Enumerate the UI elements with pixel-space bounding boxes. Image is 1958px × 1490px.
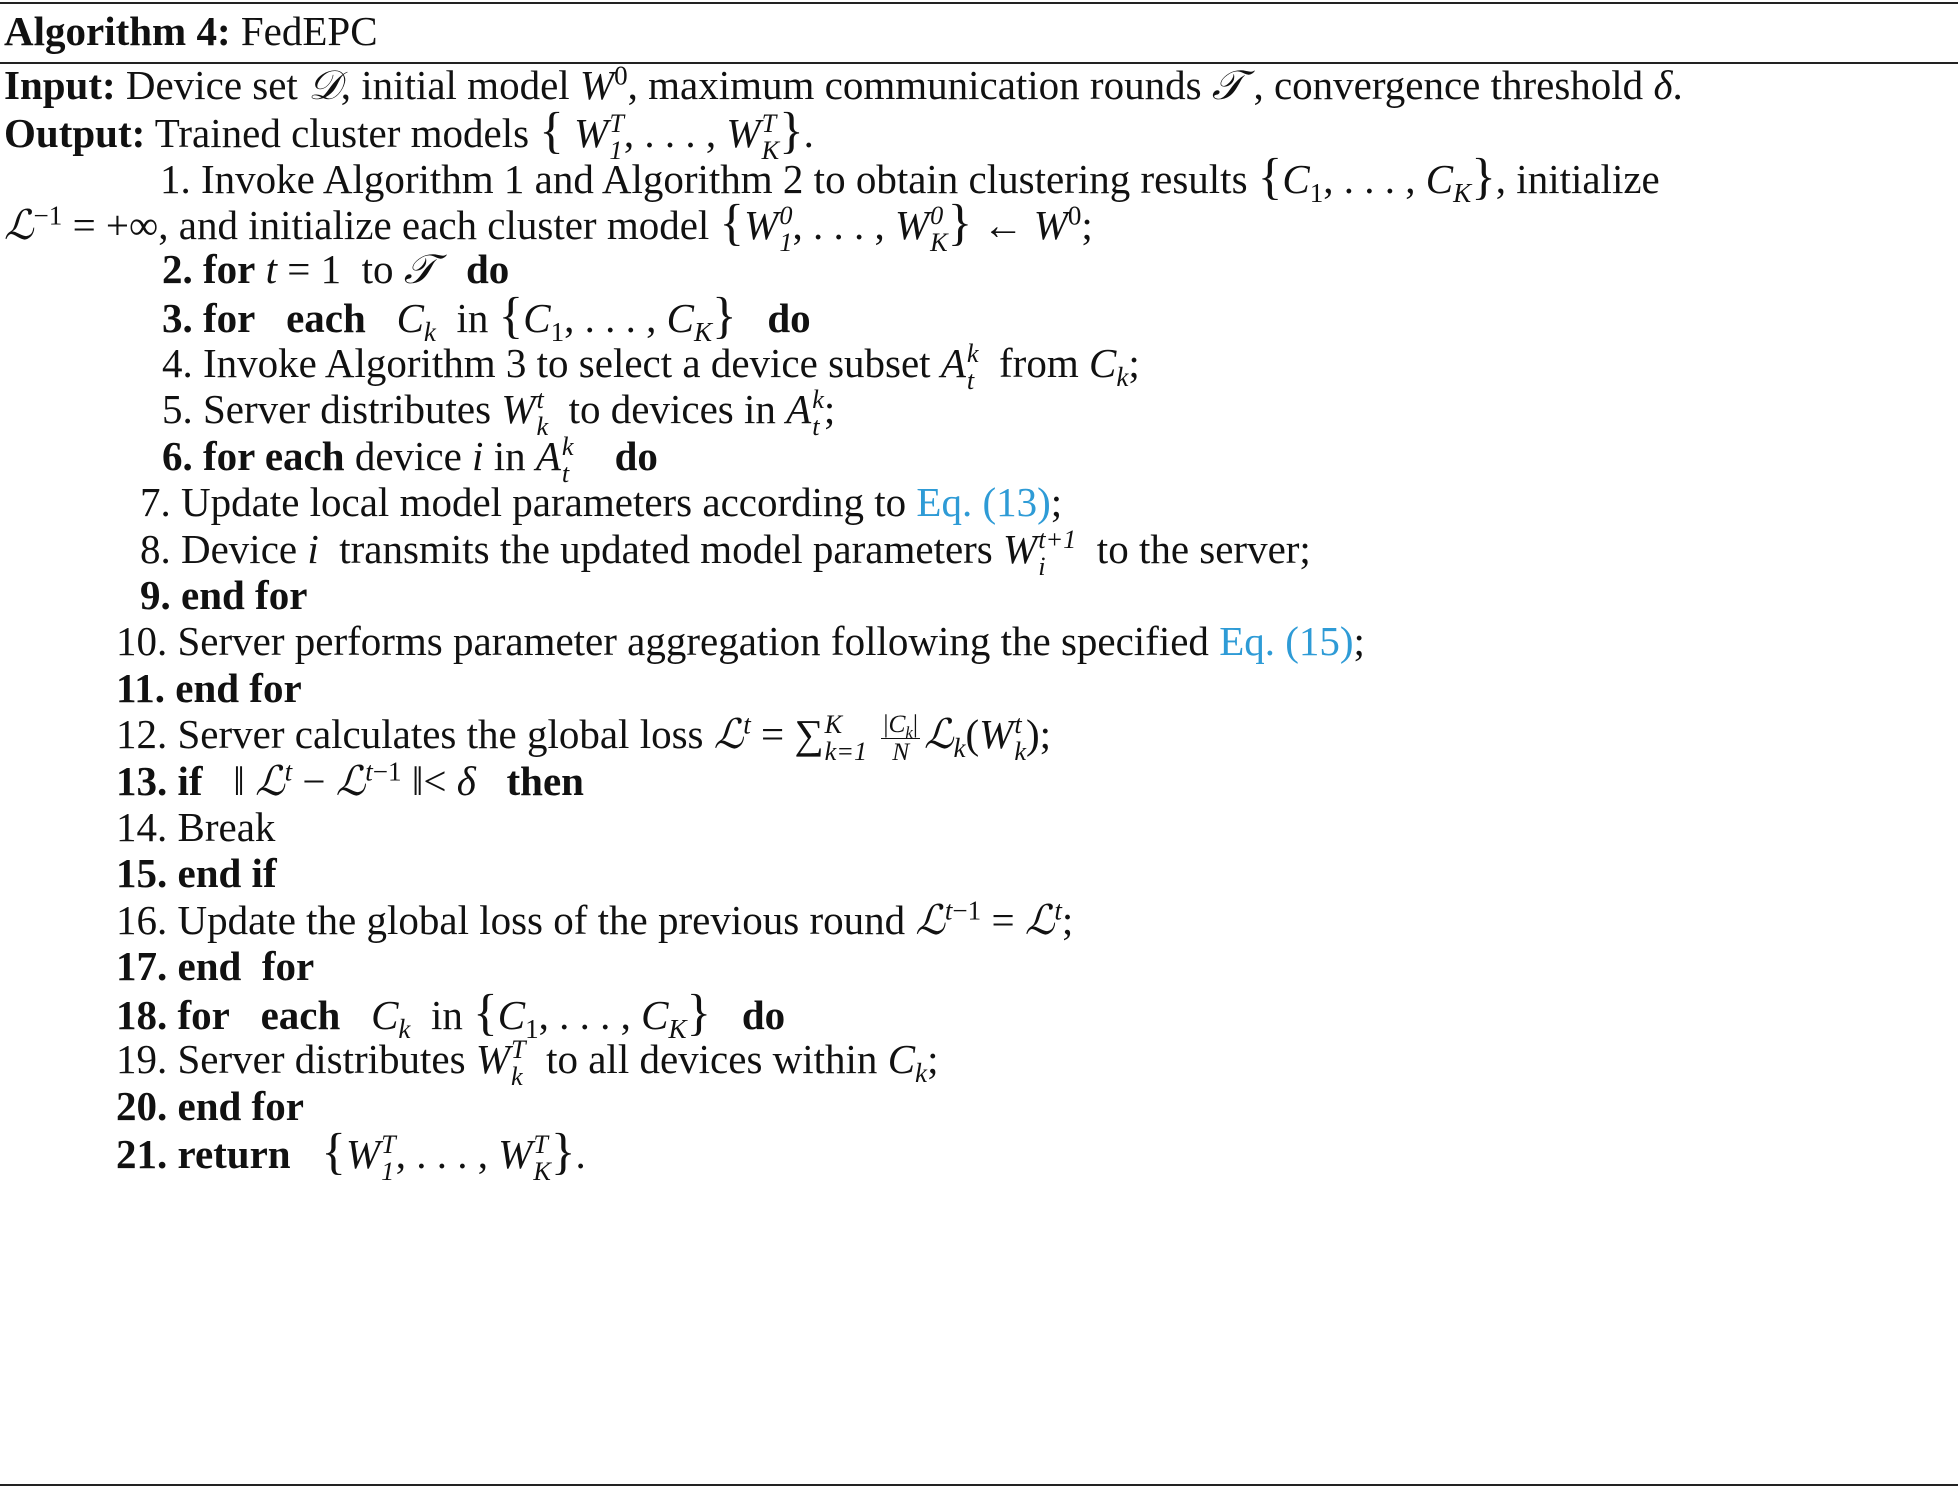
keyword-do: do xyxy=(614,433,658,479)
step-number: 8. xyxy=(140,526,171,572)
keyword-end-for: end for xyxy=(177,1083,304,1129)
step-text: Break xyxy=(177,804,276,850)
step-21-line: 21. return {W T 1 , . . . , W T K }. xyxy=(116,1123,586,1186)
algorithm-label: Algorithm 4: xyxy=(4,8,231,54)
keyword-for: for xyxy=(203,295,256,341)
step-number: 1. xyxy=(160,156,191,202)
step-number: 5. xyxy=(162,386,193,432)
keyword-end-for: end for xyxy=(175,665,302,711)
step-13-line: 13. if ‖ ℒ$^t$ − ℒ$^{t-1}$ ‖< δ then xyxy=(116,756,584,805)
step-number: 11. xyxy=(116,665,165,711)
keyword-end-if: end if xyxy=(177,850,277,896)
algorithm-name: FedEPC xyxy=(240,8,378,54)
input-label: Input: xyxy=(4,62,116,108)
step-text: Invoke Algorithm 1 and Algorithm 2 to obtain clustering results xyxy=(201,156,1248,202)
step-number: 2. xyxy=(162,246,193,292)
step-text: Server distributes xyxy=(203,386,492,432)
step-text: Update local model parameters according to xyxy=(181,479,907,525)
keyword-for: for xyxy=(177,992,230,1038)
step-text: transmits the updated model parameters xyxy=(339,526,993,572)
step-text: to the server; xyxy=(1096,526,1311,572)
keyword-to: to xyxy=(361,246,394,292)
output-line: Output: Trained cluster models { W T 1 , . . . , W T K }. xyxy=(4,102,814,165)
keyword-each: each xyxy=(286,295,366,341)
step-text: to all devices within xyxy=(546,1036,878,1082)
step-number: 15. xyxy=(116,850,168,896)
step-12-line: 12. Server calculates the global loss ℒ$^t$ = ∑ K k=1 $\frac{|C_k|}{N}$ ℒ$_k$(W t k ); xyxy=(116,709,1052,767)
step-number: 16. xyxy=(116,897,168,943)
bottom-rule xyxy=(0,1484,1958,1486)
step-1-line-b: ℒ$^{-1}$ = +∞, and initialize each cluster model {W 0 1 , . . . , W 0 K } ← $W^0$; xyxy=(4,194,1093,257)
keyword-return: return xyxy=(177,1131,291,1177)
input-line: Input: Device set 𝒟, initial model $W^0$, maximum communication rounds 𝒯 , convergence threshold δ. xyxy=(4,60,1683,109)
step-number: 3. xyxy=(162,295,193,341)
step-text: to devices in xyxy=(568,386,776,432)
step-text: , initialize xyxy=(1495,156,1660,202)
step-7-line: 7. Update local model parameters according to Eq. (13); xyxy=(140,479,1063,525)
keyword-end-for: end for xyxy=(181,572,308,618)
step-number: 20. xyxy=(116,1083,168,1129)
top-rule xyxy=(0,2,1958,4)
step-number: 12. xyxy=(116,711,168,757)
keyword-in: in xyxy=(430,992,463,1038)
step-number: 13. xyxy=(116,758,168,804)
step-3-line: 3. for each $C_k$ in {$C_1$, . . . , $C_K$} do xyxy=(162,287,811,348)
step-19-line: 19. Server distributes W T k to all devices within $C_k$; xyxy=(116,1035,939,1091)
step-number: 19. xyxy=(116,1036,168,1082)
step-text: from xyxy=(999,340,1079,386)
step-number: 17. xyxy=(116,943,168,989)
step-5-line: 5. Server distributes W t k to devices in A k t ; xyxy=(162,385,836,441)
step-4-line: 4. Invoke Algorithm 3 to select a device subset A k t from $C_k$; xyxy=(162,339,1140,395)
step-number: 14. xyxy=(116,804,168,850)
eq-13-link[interactable]: Eq. (13) xyxy=(916,479,1051,525)
step-text: Server distributes xyxy=(177,1036,466,1082)
keyword-for-each: for each xyxy=(203,433,345,479)
keyword-do: do xyxy=(465,246,510,292)
keyword-in: in xyxy=(493,433,526,479)
step-2-line: 2. for t = 1 to 𝒯 do xyxy=(162,245,510,293)
step-text: Invoke Algorithm 3 to select a device subset xyxy=(203,340,931,386)
step-text: Device xyxy=(181,526,298,572)
keyword-end: end xyxy=(177,943,242,989)
step-number: 4. xyxy=(162,340,193,386)
step-number: 18. xyxy=(116,992,168,1038)
eq-15-link[interactable]: Eq. (15) xyxy=(1219,618,1354,664)
algorithm-title xyxy=(4,6,378,56)
keyword-do: do xyxy=(741,992,786,1038)
step-text: Server performs parameter aggregation following the specified xyxy=(177,618,1209,664)
keyword-for: for xyxy=(261,943,315,989)
keyword-do: do xyxy=(767,295,811,341)
keyword-for: for xyxy=(203,246,256,292)
keyword-in: in xyxy=(456,295,489,341)
step-1-line-a: 1. Invoke Algorithm 1 and Algorithm 2 to obtain clustering results {$C_1$, . . . , $C_K$}, initialize xyxy=(160,148,1660,209)
step-18-line: 18. for each $C_k$ in {$C_1$, . . . , $C_K$} do xyxy=(116,984,786,1045)
step-text: device xyxy=(354,433,462,479)
step-number: 10. xyxy=(116,618,168,664)
step-text: Server calculates the global loss xyxy=(177,711,704,757)
keyword-if: if xyxy=(177,758,203,804)
step-number: 21. xyxy=(116,1131,168,1177)
step-number: 9. xyxy=(140,572,171,618)
step-text: Update the global loss of the previous round xyxy=(177,897,906,943)
step-8-line: 8. Device i transmits the updated model parameters W t+1 i to the server; xyxy=(140,525,1311,581)
step-number: 7. xyxy=(140,479,171,525)
output-label: Output: xyxy=(4,110,146,156)
step-16-line: 16. Update the global loss of the previous round ℒ$^{t-1}$ = ℒ$^t$; xyxy=(116,895,1074,944)
step-number: 6. xyxy=(162,433,193,479)
keyword-each: each xyxy=(260,992,341,1038)
step-text: , and initialize each cluster model xyxy=(158,202,710,248)
step-6-line: 6. for each device i in A k t do xyxy=(162,432,658,488)
step-10-line: 10. Server performs parameter aggregation following the specified Eq. (15); xyxy=(116,618,1365,664)
keyword-then: then xyxy=(506,758,584,804)
